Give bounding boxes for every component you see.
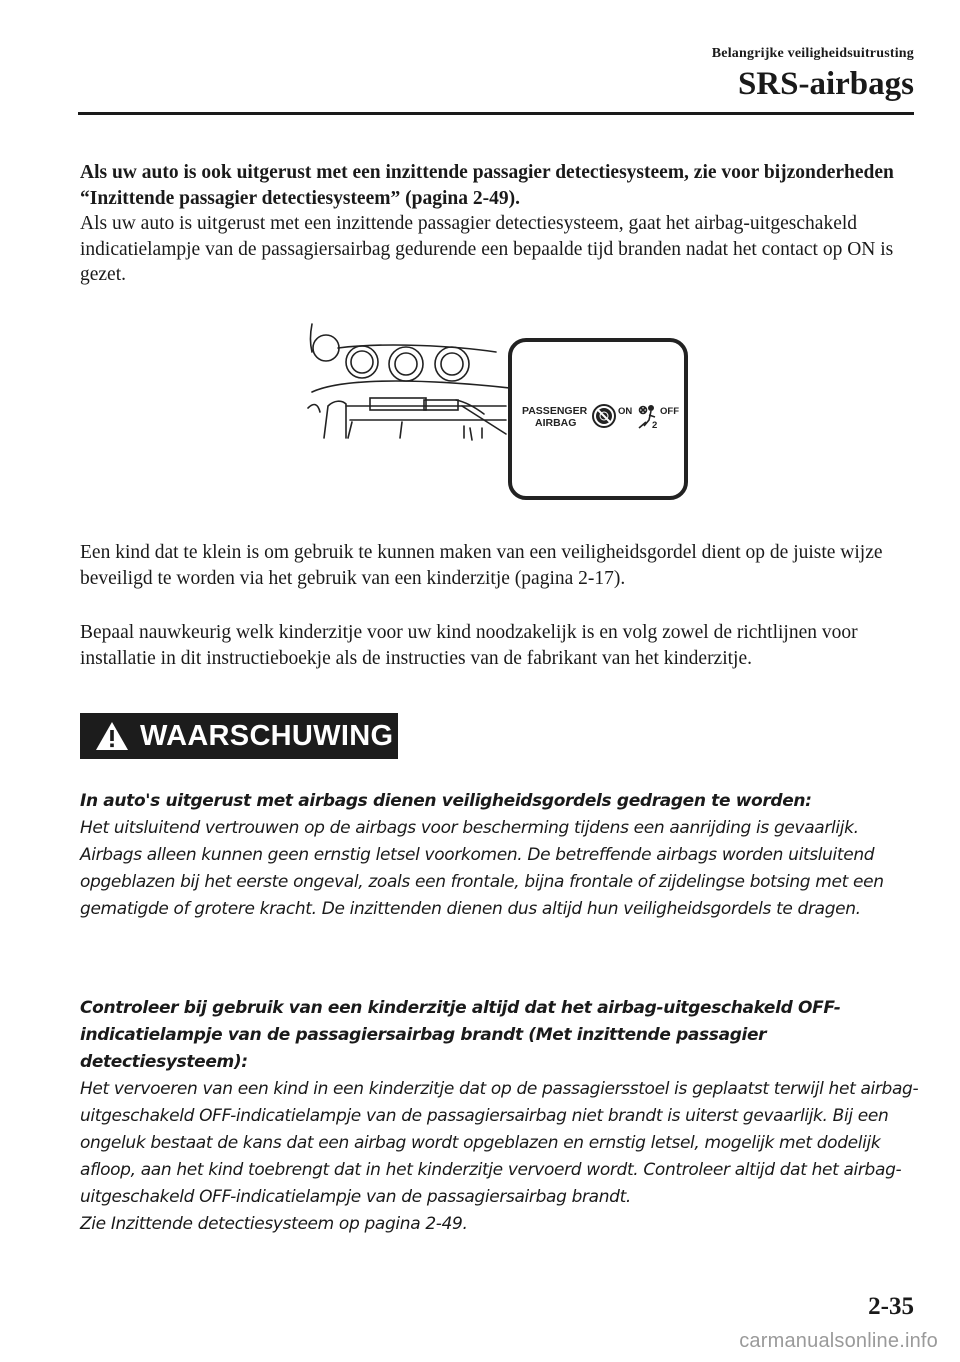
number-label: 2 bbox=[652, 420, 658, 431]
intro-bold-text: Als uw auto is ook uitgerust met een inzittende passagier detectiesysteem, zie voor bijzonderheden “Inzittende passagier detectiesysteem” (pagina 2-49). bbox=[80, 162, 894, 209]
warning-title: WAARSCHUWING bbox=[140, 719, 394, 752]
header-rule bbox=[78, 112, 914, 115]
warning-item bbox=[80, 995, 920, 1238]
chapter-title: SRS-airbags bbox=[737, 66, 914, 102]
page-header bbox=[712, 46, 914, 104]
passenger-airbag-indicator-illustration bbox=[306, 322, 690, 504]
site-watermark: carmanualsonline.info bbox=[739, 1330, 938, 1352]
intro-text: Als uw auto is uitgerust met een inzittende passagier detectiesysteem, gaat het airbag-uitgeschakeld indicatielampje van de passagiersairbag gedurende een bepaalde tijd branden nadat het contact op ON is gezet. bbox=[80, 213, 894, 285]
on-label: ON bbox=[618, 406, 633, 417]
body-paragraph: Een kind dat te klein is om gebruik te kunnen maken van een veiligheidsgordel dient op de juiste wijze beveiligd te worden via het gebruik van een kinderzitje (pagina 2-17). bbox=[80, 542, 883, 589]
warning-item-lead: In auto's uitgerust met airbags dienen veiligheidsgordels gedragen te worden: bbox=[80, 791, 812, 811]
page-number: 2-35 bbox=[868, 1293, 914, 1320]
warning-triangle-icon bbox=[94, 720, 130, 752]
warning-item-body: Het uitsluitend vertrouwen op de airbags voor bescherming tijdens een aanrijding is gevaarlijk. Airbags alleen kunnen geen ernstig letsel voorkomen. De betreffende airbags worden uitsluitend opgeblazen bij het eerste ongeval, zoals een frontale, bijna frontale of zijdelingse botsing met een gematigde of grotere kracht. De inzittenden dienen dus altijd hun veiligheidsgordels te dragen. bbox=[80, 818, 884, 919]
warning-item-body: Het vervoeren van een kind in een kinderzitje dat op de passagiersstoel is geplaatst terwijl het airbag-uitgeschakeld OFF-indicatielampje van de passagiersairbag niet brandt is uiterst gevaarlijk. Bij een ongeluk bestaat de kans dat een airbag wordt opgeblazen en ernstig letsel, mogelijk met dodelijk afloop, aan het kind toebrengt dat in het kinderzitje vervoerd wordt. Controleer altijd dat het airbag-uitgeschakeld OFF-indicatielampje van de passagiersairbag brandt. bbox=[80, 1079, 919, 1207]
warning-item bbox=[80, 788, 920, 923]
airbag-label: AIRBAG bbox=[535, 417, 577, 429]
body-paragraph: Bepaal nauwkeurig welk kinderzitje voor uw kind noodzakelijk is en volg zowel de richtlijnen voor installatie in dit instructieboekje als de instructies van de fabrikant van het kinderzitje. bbox=[80, 622, 858, 669]
intro-paragraph bbox=[80, 160, 920, 288]
passenger-label: PASSENGER bbox=[522, 405, 588, 417]
off-label: OFF bbox=[660, 406, 679, 417]
airbag-on-indicator-icon bbox=[593, 405, 615, 427]
warning-banner bbox=[80, 713, 398, 759]
warning-item-reference: Zie Inzittende detectiesysteem op pagina 2-49. bbox=[80, 1214, 468, 1234]
warning-item-lead: Controleer bij gebruik van een kinderzitje altijd dat het airbag-uitgeschakeld OFF-indicatielampje van de passagiersairbag brandt (Met inzittende passagier detectiesysteem): bbox=[80, 998, 841, 1072]
section-title: Belangrijke veiligheidsuitrusting bbox=[711, 46, 914, 61]
